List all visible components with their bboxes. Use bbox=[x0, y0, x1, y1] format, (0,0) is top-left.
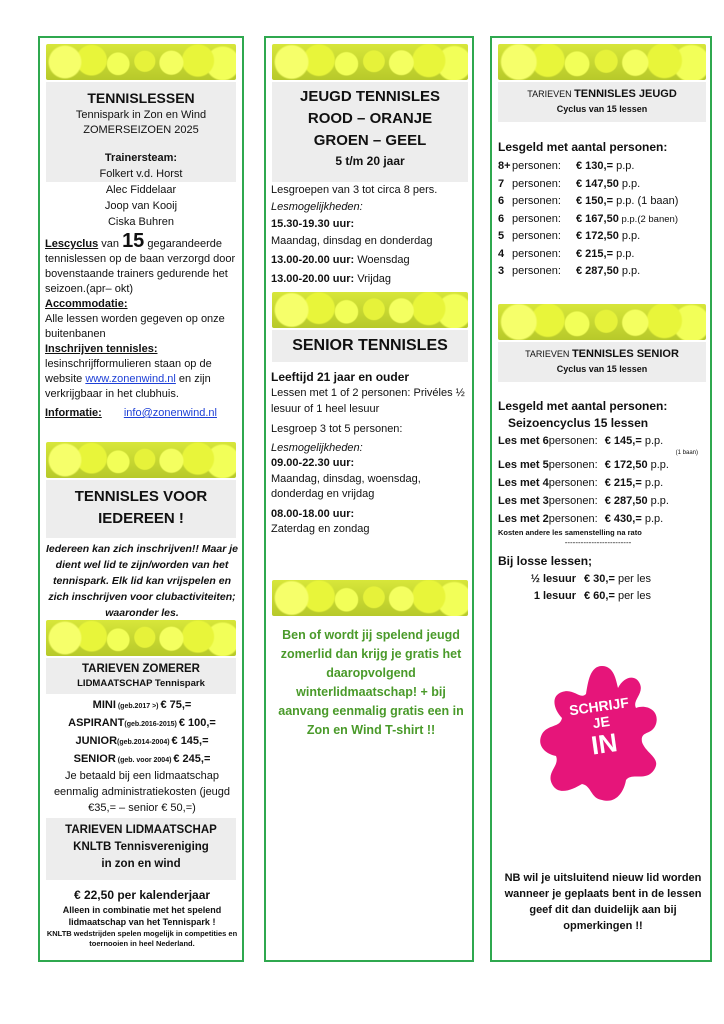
cycle-text bbox=[45, 230, 241, 297]
youth-rate-row bbox=[498, 228, 712, 246]
title-main: TENNISLES SENIOR bbox=[571, 348, 679, 360]
loose-unit: per les bbox=[614, 573, 651, 585]
youth-rates-header bbox=[498, 82, 706, 122]
rate-price: € 172,50 bbox=[604, 459, 648, 471]
tennis-balls-image-6 bbox=[272, 580, 468, 616]
trainer-name: Alec Fiddelaar bbox=[105, 184, 177, 196]
cycle-pre: van bbox=[98, 238, 123, 250]
lessons-subtitle: Tennispark in Zon en Wind bbox=[75, 109, 207, 121]
loose-row bbox=[498, 588, 712, 605]
senior-rates-list bbox=[498, 398, 712, 605]
youth-groups: Lesgroepen van 3 tot circa 8 pers. bbox=[271, 184, 438, 196]
senior-cycle: Cyclus van 15 lessen bbox=[556, 364, 648, 374]
tennis-balls-image-4 bbox=[272, 44, 468, 80]
summer-rate-row bbox=[44, 750, 240, 768]
trainer-name: Folkert v.d. Horst bbox=[99, 168, 183, 180]
everyone-text: Iedereen kan zich inschrijven!! Maar je dient wel lid te zijn/worden van het tennispark. Elk lid kan vrijspelen en zich inschrijven voor clubactiviteiten; waaronder les. bbox=[46, 543, 238, 619]
loose-row bbox=[498, 571, 712, 588]
senior-rate-row bbox=[498, 510, 712, 528]
senior-rates-head-1: Lesgeld met aantal personen: bbox=[498, 399, 668, 413]
splash-line-2: JE bbox=[591, 712, 611, 732]
rate-price: € 287,50 bbox=[604, 495, 648, 507]
youth-rate-row bbox=[498, 246, 712, 264]
rate-unit: p.p. bbox=[618, 265, 641, 277]
splash-line-3: IN bbox=[589, 727, 620, 761]
slot-time: 15.30-19.30 uur: bbox=[271, 218, 355, 230]
slot-time: 13.00-20.00 uur: bbox=[271, 273, 355, 285]
youth-cycle: Cyclus van 15 lessen bbox=[556, 104, 648, 114]
youth-details bbox=[271, 182, 471, 288]
trainers-block bbox=[44, 150, 238, 230]
rate-unit: p.p. bbox=[613, 160, 635, 172]
loose-price: € 60,= bbox=[584, 590, 615, 602]
rate-price: € 245,= bbox=[173, 753, 211, 765]
schrijf-je-in-splash[interactable] bbox=[532, 658, 672, 808]
youth-options-label: Lesmogelijkheden: bbox=[271, 201, 363, 213]
rate-count: 6 bbox=[498, 195, 505, 207]
knltb-price: € 22,50 per kalenderjaar bbox=[73, 888, 211, 902]
rate-price: € 167,50 bbox=[576, 212, 619, 225]
rate-label: Les met 6 bbox=[498, 435, 549, 447]
rate-unit: p.p.(2 banen) bbox=[618, 213, 678, 225]
summer-rate-row bbox=[44, 714, 240, 732]
rate-count: 5 bbox=[498, 230, 505, 242]
youth-title-3: GROEN – GEEL bbox=[313, 132, 427, 149]
slot-days: Vrijdag bbox=[354, 273, 392, 285]
senior-lessons: Lessen met 1 of 2 personen: Privéles ½ lesuur of 1 heel lesuur bbox=[271, 387, 465, 415]
youth-rates-title bbox=[498, 88, 706, 101]
everyone-header bbox=[46, 480, 236, 538]
rate-price: € 147,50 bbox=[576, 177, 619, 190]
rate-unit: p.p. (1 baan) bbox=[613, 195, 679, 207]
summer-rate-row bbox=[44, 732, 240, 750]
rate-label: Les met 4 bbox=[498, 477, 549, 489]
youth-slot-row bbox=[271, 252, 471, 269]
column-rates bbox=[490, 36, 712, 962]
senior-rates-head-2: Seizoencyclus 15 lessen bbox=[508, 416, 649, 430]
email-link[interactable]: info@zonenwind.nl bbox=[123, 407, 217, 419]
rate-price: € 100,= bbox=[178, 717, 216, 729]
divider: ------------------------- bbox=[564, 538, 632, 547]
cycle-number: 15 bbox=[122, 230, 145, 252]
summer-header bbox=[46, 658, 236, 694]
rate-mid: personen: bbox=[548, 435, 598, 447]
promo-text: Ben of wordt jij spelend jeugd zomerlid dan krijg je gratis het daaropvolgend winterlidmaatschap! + bij aanvang eenmalig gratis een in Zon en Wind T-shirt !! bbox=[278, 628, 464, 737]
cycle-label: Lescyclus bbox=[45, 238, 99, 250]
rate-label: personen: bbox=[512, 212, 561, 225]
senior-title: SENIOR TENNISLES bbox=[292, 337, 448, 354]
rate-mid: personen: bbox=[548, 495, 598, 507]
loose-unit: per les bbox=[614, 590, 651, 602]
enroll-text bbox=[45, 357, 241, 402]
cost-note: Kosten andere les samenstelling na rato bbox=[498, 528, 642, 537]
tennis-balls-image-5 bbox=[272, 292, 468, 328]
rate-label: ASPIRANT bbox=[68, 717, 125, 729]
senior-group: Lesgroep 3 tot 5 personen: bbox=[271, 423, 403, 435]
slot-days: Maandag, dinsdag, woensdag, donderdag en vrijdag bbox=[271, 472, 421, 500]
rate-label: MINI bbox=[92, 699, 116, 711]
knltb-title-2: KNLTB Tennisvereniging bbox=[73, 841, 209, 853]
knltb-title-1: TARIEVEN LIDMAATSCHAP bbox=[65, 824, 217, 836]
rate-price: € 145,= bbox=[604, 435, 642, 447]
youth-title-2: ROOD – ORANJE bbox=[307, 110, 433, 127]
rate-count: 7 bbox=[498, 177, 505, 190]
loose-label-item: 1 lesuur bbox=[533, 590, 576, 602]
trainer-name: Joop van Kooij bbox=[104, 200, 178, 212]
rate-note: (geb. voor 2004) bbox=[115, 757, 174, 764]
senior-rate-row bbox=[498, 432, 712, 450]
senior-details bbox=[271, 368, 471, 538]
slot-days: Woensdag bbox=[354, 254, 410, 266]
rate-label: Les met 5 bbox=[498, 459, 549, 471]
youth-rates-list bbox=[498, 138, 712, 281]
youth-age: 5 t/m 20 jaar bbox=[335, 154, 405, 168]
rate-price: € 287,50 bbox=[576, 265, 619, 277]
column-youth-senior bbox=[264, 36, 474, 962]
rate-price: € 130,= bbox=[576, 160, 614, 172]
loose-rows bbox=[498, 571, 712, 605]
rate-note: (geb.2017 >) bbox=[115, 703, 161, 710]
youth-rates-head: Lesgeld met aantal personen: bbox=[498, 140, 668, 154]
rate-mid: personen: bbox=[548, 459, 598, 471]
rate-label: Les met 2 bbox=[498, 513, 549, 525]
title-pre: TARIEVEN bbox=[527, 89, 575, 99]
loose-price: € 30,= bbox=[584, 573, 615, 585]
slot-days: Maandag, dinsdag en donderdag bbox=[271, 235, 433, 247]
youth-rate-row bbox=[498, 158, 712, 176]
youth-rate-row bbox=[498, 193, 712, 211]
tennis-balls-image-8 bbox=[498, 304, 706, 340]
rate-unit: p.p. bbox=[641, 435, 664, 447]
summer-rates bbox=[44, 696, 240, 816]
rate-note: (geb.2016-2015) bbox=[124, 721, 179, 728]
senior-rates-header bbox=[498, 342, 706, 382]
title-main: TENNISLES JEUGD bbox=[574, 88, 677, 100]
senior-rate-row bbox=[498, 456, 712, 474]
senior-age: Leeftijd 21 jaar en ouder bbox=[271, 370, 410, 384]
slot-time: 09.00-22.30 uur: bbox=[271, 457, 355, 469]
info-label: Informatie: bbox=[45, 407, 102, 419]
trainers-label: Trainersteam: bbox=[104, 152, 178, 164]
rate-mid: personen: bbox=[548, 477, 598, 489]
accom-label: Accommodatie: bbox=[45, 298, 128, 310]
lessons-title: TENNISLESSEN bbox=[87, 90, 195, 106]
summer-rate-row bbox=[44, 696, 240, 714]
info-row bbox=[45, 406, 241, 421]
rate-label: personen: bbox=[512, 247, 561, 260]
rate-price: € 215,= bbox=[576, 247, 614, 260]
senior-rates-title bbox=[498, 348, 706, 361]
lessons-details bbox=[45, 230, 241, 421]
rate-mid: personen: bbox=[548, 513, 598, 525]
slot-time: 08.00-18.00 uur: bbox=[271, 507, 355, 520]
rate-unit: p.p. bbox=[641, 513, 664, 525]
rate-label: personen: bbox=[512, 160, 561, 172]
rate-price: € 172,50 bbox=[576, 230, 619, 242]
rate-label: JUNIOR bbox=[75, 735, 118, 747]
rate-count: 4 bbox=[498, 247, 505, 260]
slot-time: 13.00-20.00 uur: bbox=[271, 254, 355, 266]
title-pre: TARIEVEN bbox=[525, 349, 572, 359]
rate-label: SENIOR bbox=[73, 753, 116, 765]
enroll-post: en zijn verkrijgbaar in het clubhuis. bbox=[45, 373, 211, 400]
senior-rates-rows bbox=[498, 432, 712, 528]
splash-line-1: SCHRIJF bbox=[568, 694, 630, 719]
tennis-balls-image-3 bbox=[46, 620, 236, 656]
rate-label: personen: bbox=[512, 230, 561, 242]
rate-note: (geb.2014-2004) bbox=[117, 739, 172, 746]
rate-price: € 150,= bbox=[576, 195, 614, 207]
rate-unit: p.p. bbox=[647, 495, 669, 507]
rate-label: personen: bbox=[512, 265, 561, 277]
trainer-name: Ciska Buhren bbox=[107, 216, 175, 228]
summer-title-1: TARIEVEN ZOMERER bbox=[82, 663, 200, 675]
enroll-label: Inschrijven tennisles: bbox=[45, 343, 158, 355]
website-link[interactable]: www.zonenwind.nl bbox=[85, 373, 176, 385]
enroll-pre: lesinschrijfformulieren staan op de website bbox=[45, 358, 212, 385]
youth-rate-row bbox=[498, 176, 712, 194]
tennis-balls-image-1 bbox=[46, 44, 236, 80]
rate-label: personen: bbox=[512, 195, 561, 207]
rate-unit: p.p. bbox=[647, 459, 669, 471]
rate-label: personen: bbox=[512, 177, 561, 190]
rate-price: € 75,= bbox=[160, 699, 192, 711]
slot-days: Zaterdag en zondag bbox=[271, 523, 370, 535]
accom-text: Alle lessen worden gegeven op onze buitenbanen bbox=[45, 313, 225, 340]
rate-price: € 430,= bbox=[604, 513, 642, 525]
baan-note: (1 baan) bbox=[675, 450, 698, 456]
youth-slot-row bbox=[271, 271, 471, 288]
loose-label-item: ½ lesuur bbox=[530, 573, 576, 585]
nb-note: NB wil je uitsluitend nieuw lid worden wanneer je geplaats bent in de lessen geef dit dan duidelijk aan bij opmerkingen !! bbox=[504, 872, 702, 932]
rate-unit: p.p. bbox=[641, 477, 664, 489]
summer-title-2: LIDMAATSCHAP Tennispark bbox=[77, 678, 205, 689]
cycle-post: gegarandeerde tennislessen op de baan verzorgd door bovenstaande trainers gedurende het seizoen.(apr– okt) bbox=[45, 238, 236, 295]
youth-header bbox=[272, 82, 468, 182]
knltb-note-2: KNLTB wedstrijden spelen mogelijk in competities en toernooien in heel Nederland. bbox=[46, 929, 238, 948]
rate-price: € 215,= bbox=[604, 477, 642, 489]
rate-count: 8+ bbox=[498, 160, 511, 172]
senior-rate-row bbox=[498, 474, 712, 492]
rate-unit: p.p. bbox=[613, 247, 635, 260]
tennis-balls-image-2 bbox=[46, 442, 236, 478]
everyone-title-1: TENNISLES VOOR bbox=[74, 488, 208, 505]
rate-label: Les met 3 bbox=[498, 495, 549, 507]
rate-price: € 145,= bbox=[171, 735, 209, 747]
youth-rate-row bbox=[498, 263, 712, 281]
column-lessons bbox=[38, 36, 244, 962]
rate-unit: p.p. bbox=[618, 177, 641, 190]
senior-header bbox=[272, 330, 468, 362]
knltb-header bbox=[46, 818, 236, 880]
youth-rate-row bbox=[498, 211, 712, 229]
youth-title-1: JEUGD TENNISLES bbox=[299, 88, 441, 105]
senior-rate-row bbox=[498, 492, 712, 510]
knltb-title-3: in zon en wind bbox=[101, 858, 181, 870]
rate-count: 3 bbox=[498, 265, 505, 277]
everyone-title-2: IEDEREEN ! bbox=[98, 510, 184, 527]
admin-costs: Je betaald bij een lidmaatschap eenmalig administratiekosten (jeugd €35,= – senior € 50,=) bbox=[53, 770, 231, 814]
loose-label: Bij losse lessen; bbox=[498, 554, 593, 568]
rate-unit: p.p. bbox=[618, 230, 641, 242]
youth-rates-rows bbox=[498, 158, 712, 281]
rate-count: 6 bbox=[498, 212, 505, 225]
lessons-season: ZOMERSEIZOEN 2025 bbox=[83, 124, 199, 136]
knltb-note-1: Alleen in combinatie met het spelend lidmaatschap van het Tennispark ! bbox=[62, 905, 222, 927]
knltb-details bbox=[44, 886, 240, 949]
senior-options-label: Lesmogelijkheden: bbox=[271, 441, 363, 454]
tennis-balls-image-7 bbox=[498, 44, 706, 80]
